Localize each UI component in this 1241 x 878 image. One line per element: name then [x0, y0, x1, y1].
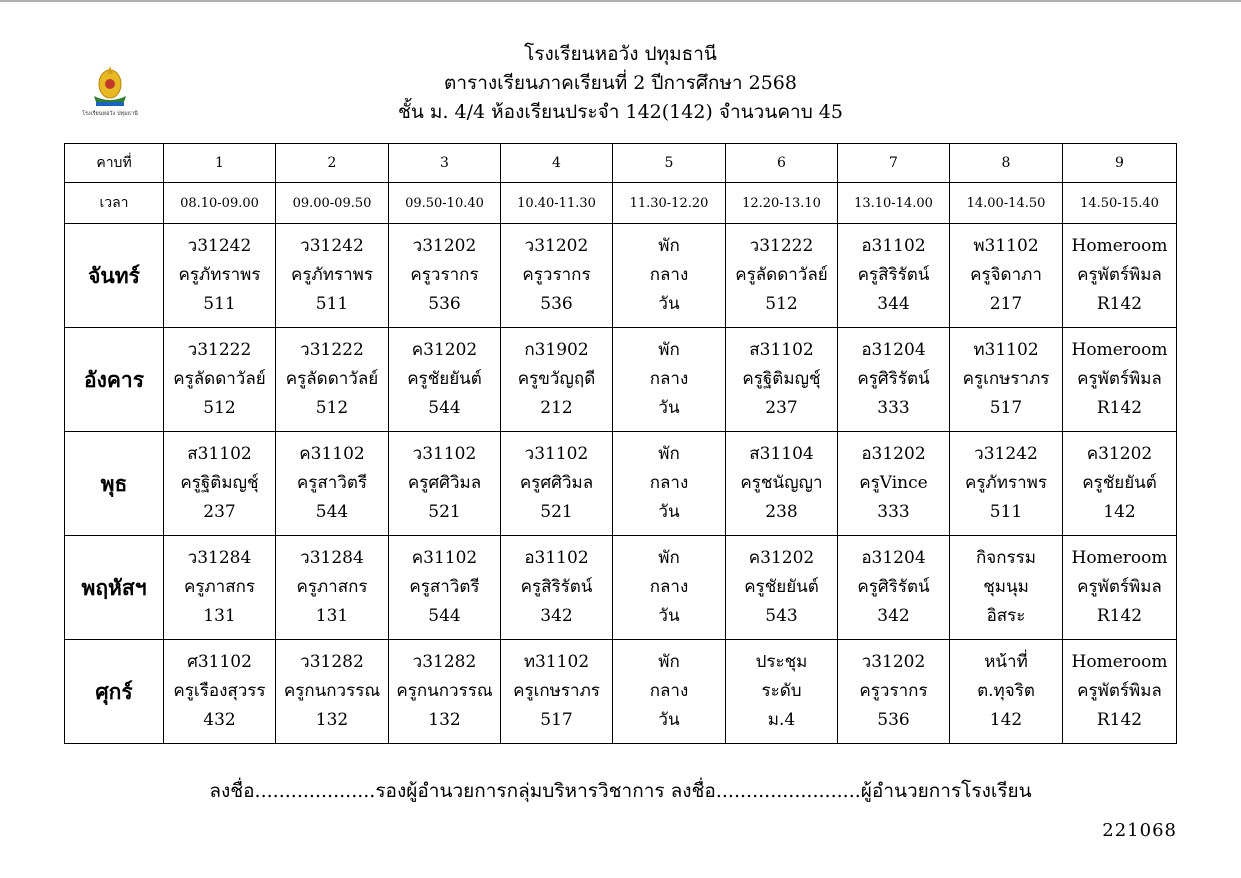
time-slot: 10.40-11.30	[501, 183, 613, 224]
schedule-cell	[276, 224, 389, 328]
teacher-name: ครูภัทราพร	[965, 473, 1047, 493]
teacher-name: ครูพัตร์พิมล	[1077, 265, 1162, 285]
period-number: 2	[276, 144, 389, 183]
schedule-cell	[613, 328, 726, 432]
schedule-cell	[389, 536, 501, 640]
teacher-name: ครูสิริรัตน์	[857, 265, 930, 285]
schedule-cell	[1063, 536, 1177, 640]
schedule-cell	[501, 536, 613, 640]
room-number: วัน	[658, 502, 680, 522]
schedule-cell	[389, 224, 501, 328]
room-number: 132	[315, 710, 349, 730]
subject-code: ส31102	[749, 340, 814, 360]
subject-code: ว31222	[187, 340, 252, 360]
teacher-name: ครูพัตร์พิมล	[1077, 369, 1162, 389]
day-row	[65, 328, 1177, 432]
teacher-name: ครูวรากร	[859, 681, 928, 701]
subject-code: พัก	[658, 444, 680, 464]
room-number: วัน	[658, 398, 680, 418]
room-number: 333	[877, 398, 910, 418]
teacher-name: ครูศิริรัตน์	[857, 369, 930, 389]
room-number: 517	[540, 710, 573, 730]
teacher-name: กลาง	[649, 265, 689, 285]
schedule-cell	[950, 224, 1063, 328]
teacher-name: ครูสาวิตรี	[296, 473, 368, 493]
subject-code: ท31102	[973, 340, 1039, 360]
day-name: อังคาร	[65, 328, 164, 432]
period-number: 5	[613, 144, 726, 183]
period-number: 6	[726, 144, 838, 183]
logo-caption: โรงเรียนหอวัง ปทุมธานี	[82, 111, 138, 117]
subject-code: อ31102	[861, 236, 926, 256]
subject-code: Homeroom	[1071, 340, 1168, 360]
subject-code: ว31242	[300, 236, 364, 256]
schedule-cell	[276, 328, 389, 432]
schedule-cell	[613, 640, 726, 744]
room-number: 237	[765, 398, 798, 418]
room-number: ม.4	[767, 710, 796, 730]
teacher-name: ครูลัดดาวัลย์	[285, 369, 379, 389]
time-row	[65, 183, 1177, 224]
period-number: 4	[501, 144, 613, 183]
schedule-cell	[1063, 224, 1177, 328]
teacher-name: ครูVince	[859, 473, 928, 493]
day-row	[65, 224, 1177, 328]
teacher-name: ครูศิริรัตน์	[857, 577, 930, 597]
day-row	[65, 536, 1177, 640]
day-name: ศุกร์	[65, 640, 164, 744]
day-row	[65, 432, 1177, 536]
room-number: 333	[877, 502, 910, 522]
subject-code: Homeroom	[1071, 236, 1168, 256]
teacher-name: กลาง	[649, 577, 689, 597]
schedule-cell	[838, 640, 950, 744]
term-line: ตารางเรียนภาคเรียนที่ 2 ปีการศึกษา 2568	[444, 72, 797, 94]
schedule-cell	[613, 536, 726, 640]
subject-code: Homeroom	[1071, 548, 1168, 568]
subject-code: ว31102	[412, 444, 477, 464]
day-row	[65, 640, 1177, 744]
subject-code: อ31102	[524, 548, 589, 568]
schedule-cell	[726, 640, 838, 744]
room-number: 512	[315, 398, 349, 418]
room-number: 342	[540, 606, 573, 626]
room-number: วัน	[658, 294, 680, 314]
room-number: 344	[877, 294, 910, 314]
teacher-name: ระดับ	[761, 681, 802, 701]
subject-code: ประชุม	[755, 652, 808, 672]
schedule-cell	[1063, 640, 1177, 744]
schedule-cell	[501, 328, 613, 432]
subject-code: พัก	[658, 548, 680, 568]
schedule-cell	[501, 640, 613, 744]
subject-code: ว31282	[300, 652, 364, 672]
period-number: 8	[950, 144, 1063, 183]
teacher-name: ครูวรากร	[522, 265, 591, 285]
teacher-name: ครูสิริรัตน์	[520, 577, 593, 597]
teacher-name: ครูฐิติมญชุ์	[742, 369, 821, 389]
room-number: วัน	[658, 710, 680, 730]
period-header-row	[65, 144, 1177, 183]
school-name: โรงเรียนหอวัง ปทุมธานี	[524, 43, 717, 65]
schedule-cell	[613, 432, 726, 536]
subject-code: ศ31102	[187, 652, 252, 672]
room-number: 142	[1103, 502, 1136, 522]
schedule-cell	[950, 328, 1063, 432]
schedule-cell	[726, 224, 838, 328]
room-number: 131	[315, 606, 349, 626]
room-number: วัน	[658, 606, 680, 626]
teacher-name: ครูศศิวิมล	[407, 473, 482, 493]
time-slot: 13.10-14.00	[838, 183, 950, 224]
subject-code: พัก	[658, 652, 680, 672]
subject-code: ว31284	[187, 548, 252, 568]
schedule-cell	[164, 640, 276, 744]
subject-code: พัก	[658, 236, 680, 256]
room-number: 536	[428, 294, 461, 314]
teacher-name: ชุมนุม	[983, 577, 1029, 597]
time-slot: 12.20-13.10	[726, 183, 838, 224]
subject-code: หน้าที่	[984, 652, 1028, 672]
subject-code: ค31202	[411, 340, 478, 360]
subject-code: ส31102	[187, 444, 252, 464]
schedule-cell	[950, 640, 1063, 744]
room-number: 512	[203, 398, 236, 418]
subject-code: ว31102	[524, 444, 589, 464]
teacher-name: ครูสาวิตรี	[409, 577, 480, 597]
room-number: 511	[203, 294, 236, 314]
teacher-name: กลาง	[649, 369, 689, 389]
time-slot: 14.00-14.50	[950, 183, 1063, 224]
schedule-cell	[389, 640, 501, 744]
schedule-cell	[276, 536, 389, 640]
teacher-name: ครูขวัญฤดี	[517, 369, 596, 389]
room-number: 521	[540, 502, 573, 522]
room-number: 543	[765, 606, 798, 626]
subject-code: ว31202	[861, 652, 926, 672]
day-name: พุธ	[65, 432, 164, 536]
schedule-cell	[838, 224, 950, 328]
schedule-cell	[838, 536, 950, 640]
subject-code: อ31202	[861, 444, 926, 464]
time-slot: 14.50-15.40	[1063, 183, 1177, 224]
schedule-cell	[613, 224, 726, 328]
subject-code: ค31102	[411, 548, 478, 568]
schedule-cell	[164, 432, 276, 536]
subject-code: พ31102	[973, 236, 1039, 256]
schedule-cell	[389, 432, 501, 536]
schedule-cell	[838, 432, 950, 536]
teacher-name: ครูชัยยันต์	[744, 577, 819, 597]
schedule-cell	[164, 536, 276, 640]
time-label: เวลา	[65, 183, 164, 224]
period-number: 9	[1063, 144, 1177, 183]
subject-code: ค31202	[1086, 444, 1153, 464]
subject-code: ว31282	[412, 652, 477, 672]
room-number: 432	[203, 710, 236, 730]
top-rule	[0, 0, 1241, 2]
time-slot: 11.30-12.20	[613, 183, 726, 224]
room-number: 217	[989, 294, 1023, 314]
room-number: R142	[1096, 294, 1143, 314]
room-number: 544	[428, 606, 461, 626]
subject-code: ว31284	[300, 548, 364, 568]
document-header	[0, 40, 1241, 127]
schedule-cell	[1063, 432, 1177, 536]
room-number: 521	[428, 502, 461, 522]
teacher-name: ครูฐิติมญชุ์	[180, 473, 259, 493]
subject-code: ว31202	[412, 236, 477, 256]
room-number: 212	[540, 398, 573, 418]
room-number: 536	[540, 294, 573, 314]
schedule-cell	[501, 224, 613, 328]
room-number: 512	[765, 294, 798, 314]
teacher-name: ครูพัตร์พิมล	[1077, 681, 1162, 701]
subject-code: อ31204	[861, 340, 926, 360]
schedule-cell	[1063, 328, 1177, 432]
teacher-name: ครูศศิวิมล	[519, 473, 594, 493]
time-slot: 08.10-09.00	[164, 183, 276, 224]
teacher-name: ครูลัดดาวัลย์	[735, 265, 828, 285]
subject-code: ท31102	[523, 652, 590, 672]
subject-code: ส31104	[749, 444, 814, 464]
subject-code: ว31202	[524, 236, 589, 256]
subject-code: ค31202	[748, 548, 815, 568]
subject-code: พัก	[658, 340, 680, 360]
teacher-name: ครูวรากร	[410, 265, 479, 285]
schedule-cell	[726, 536, 838, 640]
teacher-name: ครูพัตร์พิมล	[1077, 577, 1162, 597]
teacher-name: กลาง	[649, 473, 689, 493]
schedule-cell	[389, 328, 501, 432]
subject-code: ก31902	[524, 340, 589, 360]
signature-line: ลงชื่อ....................รองผู้อำนวยการกลุ่มบริหารวิชาการ ลงชื่อ........................ผู้อำนวยการโรงเรียน	[209, 780, 1032, 802]
room-number: 142	[989, 710, 1023, 730]
schedule-cell	[950, 432, 1063, 536]
schedule-cell	[726, 432, 838, 536]
document-code: 221068	[1102, 820, 1177, 841]
period-number: 7	[838, 144, 950, 183]
teacher-name: ครูภาสกร	[296, 577, 368, 597]
time-slot: 09.50-10.40	[389, 183, 501, 224]
teacher-name: ต.ทุจริต	[977, 681, 1035, 701]
room-number: 131	[203, 606, 236, 626]
room-number: 517	[989, 398, 1023, 418]
room-number: 237	[203, 502, 236, 522]
teacher-name: ครูกนกวรรณ	[396, 681, 493, 701]
schedule-cell	[164, 328, 276, 432]
day-name: จันทร์	[65, 224, 164, 328]
room-number: 511	[315, 294, 349, 314]
teacher-name: ครูเรืองสุวรร	[173, 681, 266, 701]
room-number: 132	[428, 710, 461, 730]
subject-code: ค31102	[299, 444, 365, 464]
subject-code: ว31222	[300, 340, 364, 360]
teacher-name: ครูภัทราพร	[291, 265, 373, 285]
room-number: อิสระ	[986, 606, 1026, 626]
room-number: 511	[989, 502, 1023, 522]
subject-code: อ31204	[861, 548, 926, 568]
schedule-cell	[838, 328, 950, 432]
class-schedule-table	[64, 143, 1177, 744]
teacher-name: ครูกนกวรรณ	[283, 681, 381, 701]
class-line: ชั้น ม. 4/4 ห้องเรียนประจำ 142(142) จำนวนคาบ 45	[398, 101, 843, 123]
schedule-cell	[950, 536, 1063, 640]
room-number: R142	[1096, 398, 1143, 418]
schedule-cell	[726, 328, 838, 432]
teacher-name: ครูลัดดาวัลย์	[173, 369, 266, 389]
room-number: 342	[877, 606, 910, 626]
schedule-cell	[501, 432, 613, 536]
period-number: 3	[389, 144, 501, 183]
teacher-name: กลาง	[649, 681, 689, 701]
teacher-name: ครูภาสกร	[183, 577, 256, 597]
subject-code: Homeroom	[1071, 652, 1168, 672]
day-name: พฤหัสฯ	[65, 536, 164, 640]
teacher-name: ครูภัทราพร	[178, 265, 261, 285]
teacher-name: ครูเกษราภร	[513, 681, 600, 701]
room-number: R142	[1096, 710, 1143, 730]
room-number: 238	[765, 502, 798, 522]
room-number: 544	[315, 502, 349, 522]
teacher-name: ครูเกษราภร	[962, 369, 1050, 389]
teacher-name: ครูชัยยันต์	[407, 369, 482, 389]
period-label: คาบที่	[65, 144, 164, 183]
teacher-name: ครูจิดาภา	[970, 265, 1042, 285]
room-number: R142	[1096, 606, 1143, 626]
subject-code: กิจกรรม	[975, 548, 1036, 568]
schedule-cell	[276, 640, 389, 744]
subject-code: ว31222	[749, 236, 814, 256]
time-slot: 09.00-09.50	[276, 183, 389, 224]
schedule-cell	[276, 432, 389, 536]
teacher-name: ครูชนัญญา	[740, 473, 823, 493]
period-number: 1	[164, 144, 276, 183]
subject-code: ว31242	[187, 236, 252, 256]
room-number: 544	[428, 398, 461, 418]
schedule-cell	[164, 224, 276, 328]
room-number: 536	[877, 710, 910, 730]
subject-code: ว31242	[974, 444, 1038, 464]
teacher-name: ครูชัยยันต์	[1082, 473, 1157, 493]
